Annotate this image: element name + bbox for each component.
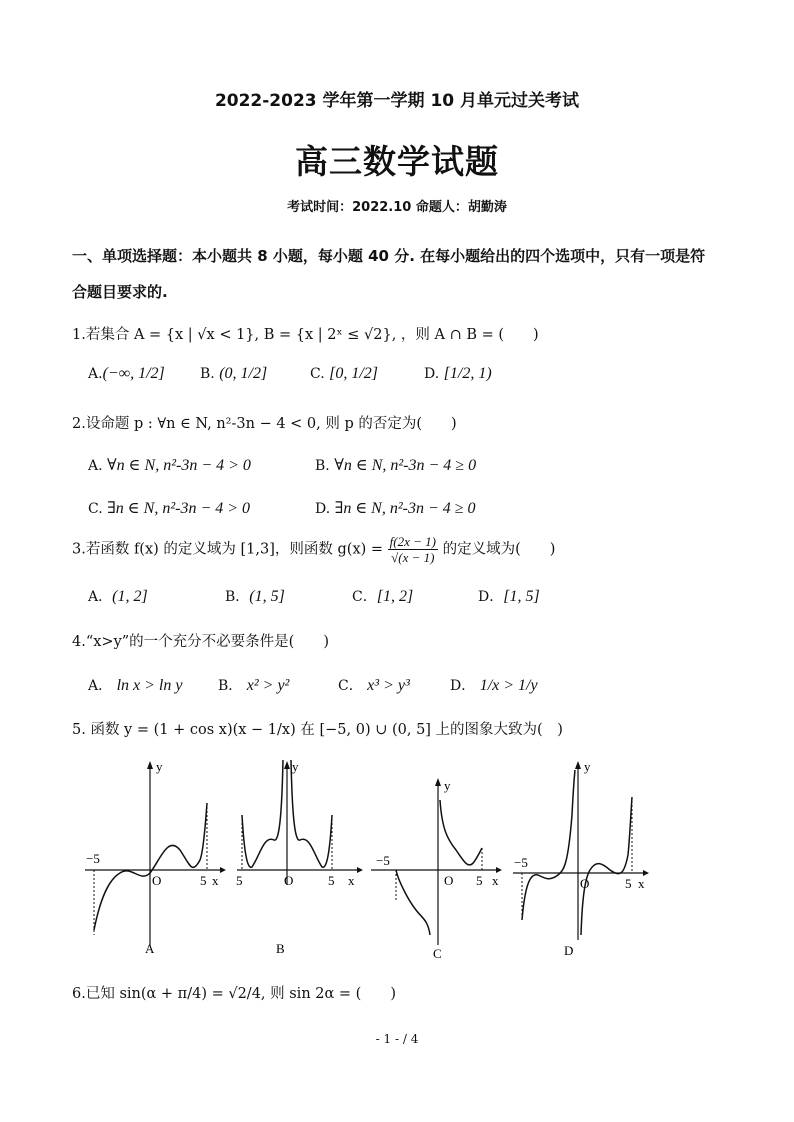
option-value: ∀n ∈ N, n²-3n − 4 > 0 — [107, 457, 251, 474]
option-label: B. — [200, 366, 215, 382]
graph-b — [232, 755, 367, 960]
origin-label: O — [284, 873, 294, 888]
page-title: 高三数学试题 — [295, 142, 499, 181]
option-value: [1, 2] — [376, 588, 414, 605]
x-axis-label: x — [638, 876, 645, 891]
y-axis-label: y — [156, 759, 163, 774]
option-value: ln x > ln y — [116, 677, 183, 694]
x-left-label: 5 — [236, 873, 243, 888]
option-label: A. — [88, 366, 103, 382]
q3-option-d — [478, 586, 540, 606]
question-4: 4.“x>y”的一个充分不必要条件是( ) — [72, 634, 329, 650]
x-left-label: −5 — [86, 851, 100, 866]
y-axis-label: y — [292, 759, 299, 774]
x-left-label: −5 — [514, 855, 528, 870]
y-axis-label: y — [444, 778, 451, 793]
option-label: D． — [450, 678, 476, 694]
x-right-label: 5 — [625, 876, 632, 891]
q4-option-d — [450, 675, 538, 695]
q3-fraction-numerator: f(2x − 1) — [389, 534, 436, 549]
y-axis-arrow — [147, 761, 153, 769]
q3-text-after: 的定义域为( ) — [442, 541, 556, 558]
option-label: B． — [225, 589, 250, 605]
option-value: x² > y² — [246, 677, 290, 694]
q2-option-b — [315, 455, 476, 475]
q4-option-c — [338, 675, 410, 695]
option-label: D． — [478, 589, 504, 605]
q4-option-b — [218, 675, 289, 695]
q2-option-d — [315, 498, 476, 518]
q3-option-b — [225, 586, 285, 606]
option-label: D. — [424, 366, 440, 382]
graph-caption: C — [433, 946, 442, 961]
q2-option-a — [88, 455, 251, 475]
option-label: C． — [352, 589, 377, 605]
curve-right — [440, 800, 482, 865]
graph-caption: D — [564, 943, 574, 958]
question-6: 6.已知 sin(α + π/4) = √2/4, 则 sin 2α = ( ) — [72, 986, 396, 1002]
graph-d — [510, 755, 655, 960]
q3-option-a — [88, 586, 148, 606]
option-value: ∃n ∈ N, n²-3n − 4 > 0 — [107, 500, 251, 517]
option-label: C． — [338, 678, 363, 694]
q4-option-a — [88, 675, 182, 695]
y-axis-label: y — [584, 759, 591, 774]
curve-left — [396, 870, 430, 935]
question-5: 5. 函数 y = (1 + cos x)(x − 1/x) 在 [−5, 0) ∪ (0, 5] 上的图象大致为( ) — [72, 722, 563, 738]
option-label: C. — [310, 366, 325, 382]
option-label: D. — [315, 501, 331, 517]
exam-subtitle: 2022-2023 学年第一学期 10 月单元过关考试 — [214, 91, 580, 111]
q3-option-c — [352, 586, 413, 606]
x-right-label: 5 — [328, 873, 335, 888]
q2-option-c — [88, 498, 250, 518]
graph-c — [368, 770, 508, 965]
y-axis-arrow — [284, 761, 290, 769]
option-value: x³ > y³ — [367, 677, 410, 694]
q3-text-before: 3.若函数 f(x) 的定义域为 [1,3]，则函数 g(x) = — [72, 541, 384, 558]
q1-option-a — [88, 365, 165, 383]
q3-fraction-denominator: √(x − 1) — [391, 550, 435, 565]
option-label: B. — [315, 458, 330, 474]
x-axis-arrow — [357, 867, 363, 873]
option-value: [1/2, 1) — [443, 365, 492, 382]
question-1: 1.若集合 A = {x | √x < 1}, B = {x | 2ˣ ≤ √2}, ，则 A ∩ B = ( ) — [72, 327, 539, 343]
exam-meta: 考试时间：2022.10 命题人：胡勤涛 — [287, 200, 507, 215]
option-label: A． — [88, 589, 113, 605]
x-axis-arrow — [220, 867, 226, 873]
x-right-label: 5 — [200, 873, 207, 888]
curve-right — [581, 797, 632, 935]
option-value: [1, 5] — [503, 588, 540, 605]
option-value: 1/x > 1/y — [479, 677, 538, 694]
x-left-label: −5 — [376, 853, 390, 868]
graph-caption: A — [145, 941, 155, 956]
graph-a — [80, 755, 230, 960]
q1-option-d — [424, 365, 492, 383]
y-axis-arrow — [435, 778, 441, 786]
q1-option-c — [310, 365, 378, 383]
section-heading-line1: 一、单项选择题：本小题共 8 小题，每小题 40 分. 在每小题给出的四个选项中，只有一项是符 — [72, 247, 706, 265]
option-value: (0, 1/2] — [219, 365, 268, 382]
q3-fraction — [388, 534, 438, 565]
x-right-label: 5 — [476, 873, 483, 888]
option-value: [0, 1/2] — [329, 365, 379, 382]
origin-label: O — [580, 876, 590, 891]
origin-label: O — [444, 873, 454, 888]
option-label: C. — [88, 501, 103, 517]
y-axis-arrow — [575, 761, 581, 769]
x-axis-label: x — [348, 873, 355, 888]
origin-label: O — [152, 873, 162, 888]
x-axis-label: x — [492, 873, 499, 888]
question-2: 2.设命题 p : ∀n ∈ N, n²-3n − 4 < 0, 则 p 的否定为( ) — [72, 416, 457, 432]
curve-left — [522, 770, 575, 920]
q1-option-b — [200, 365, 267, 383]
option-value: (1, 2] — [112, 588, 148, 605]
option-label: A． — [88, 678, 113, 694]
option-value: ∀n ∈ N, n²-3n − 4 ≥ 0 — [334, 457, 477, 474]
section-heading-line2: 合题目要求的. — [72, 283, 168, 301]
curve-left — [242, 760, 283, 867]
option-label: A. — [88, 458, 103, 474]
page-number: - 1 - / 4 — [375, 1032, 419, 1046]
x-axis-label: x — [212, 873, 219, 888]
curve-right — [291, 760, 332, 867]
option-value: ∃n ∈ N, n²-3n − 4 ≥ 0 — [334, 500, 476, 517]
option-value: (1, 5] — [249, 588, 285, 605]
question-3 — [72, 534, 555, 565]
option-value: (−∞, 1/2] — [102, 365, 165, 382]
option-label: B． — [218, 678, 243, 694]
graph-caption: B — [276, 941, 285, 956]
